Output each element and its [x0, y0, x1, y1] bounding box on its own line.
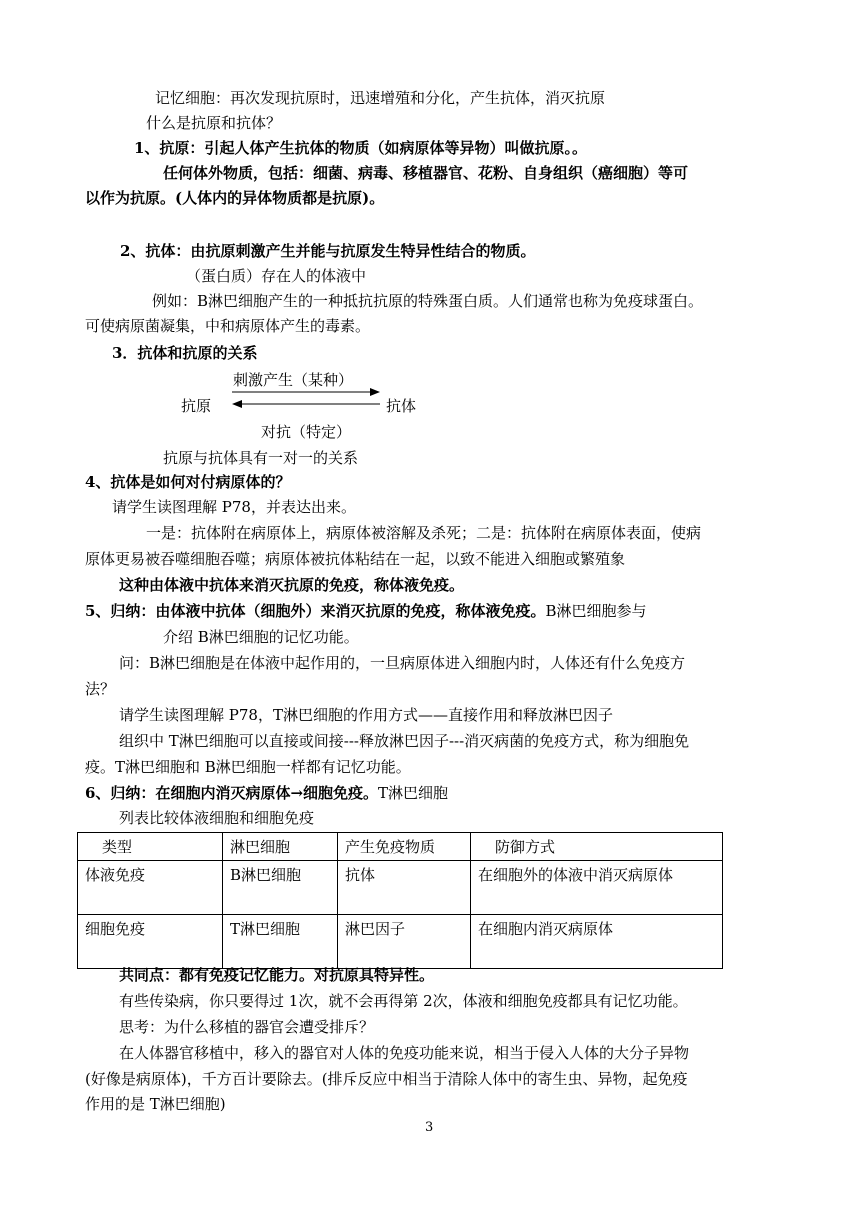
- antibody-example: 例如：B淋巴细胞产生的一种抵抗抗原的特殊蛋白质。人们通常也称为免疫球蛋白。: [152, 292, 704, 310]
- question-antigen-antibody: 什么是抗原和抗体？: [146, 114, 282, 132]
- summary-6-note: T淋巴细胞: [378, 784, 449, 802]
- cellular-line-1: 组织中 T淋巴细胞可以直接或间接---释放淋巴因子---消灭病菌的免疫方式，称为细胞免: [119, 732, 690, 750]
- mechanism-line-1: 一是：抗体附在病原体上，病原体被溶解及杀死；二是：抗体附在病原体表面，使病: [146, 524, 702, 542]
- table-cell: 在细胞外的体液中消灭病原体: [471, 861, 723, 915]
- relation-heading: 3．抗体和抗原的关系: [112, 344, 258, 362]
- antibody-example-cont: 可使病原菌凝集，中和病原体产生的毒素。: [85, 317, 371, 335]
- table-cell: 在细胞内消灭病原体: [471, 915, 723, 969]
- summary-5-note: B淋巴细胞参与: [545, 602, 647, 620]
- summary-5-bold: 5、归纳：由体液中抗体（细胞外）来消灭抗原的免疫，称体液免疫。: [85, 602, 546, 620]
- arrowhead-right: [370, 388, 380, 396]
- table-cell: T淋巴细胞: [223, 915, 338, 969]
- humoral-definition: 这种由体液中抗体来消灭抗原的免疫，称体液免疫。: [119, 576, 465, 594]
- transplant-line-2: (好像是病原体)，千方百计要除去。(排斥反应中相当于清除人体中的寄生虫、异物，起免疫: [85, 1070, 688, 1088]
- antibody-protein: （蛋白质）存在人的体液中: [186, 267, 367, 285]
- table-caption: 列表比较体液细胞和细胞免疫: [119, 809, 315, 827]
- one-to-one-line: 抗原与抗体具有一对一的关系: [163, 449, 359, 467]
- table-cell: 细胞免疫: [78, 915, 223, 969]
- antigen-heading: 1、抗原：引起人体产生抗体的物质（如病原体等异物）叫做抗原。。: [134, 139, 587, 157]
- memory-cell-line: 记忆细胞：再次发现抗原时，迅速增殖和分化，产生抗体，消灭抗原: [155, 89, 606, 107]
- mechanism-line-2: 原体更易被吞噬细胞吞噬；病原体被抗体粘结在一起，以致不能进入细胞或繁殖象: [85, 550, 626, 568]
- transplant-line-1: 在人体器官移植中，移入的器官对人体的免疫功能来说，相当于侵入人体的大分子异物: [119, 1044, 690, 1062]
- table-cell: 抗体: [338, 861, 471, 915]
- comparison-table: [77, 832, 723, 969]
- transplant-line-3: 作用的是 T淋巴细胞): [85, 1095, 226, 1113]
- table-header-cell: 防御方式: [471, 833, 723, 861]
- how-antibody-heading: 4、抗体是如何对付病原体的？: [85, 473, 291, 491]
- table-row: [78, 861, 723, 915]
- table-cell: 淋巴因子: [338, 915, 471, 969]
- antigen-detail: 任何体外物质，包括：细菌、病毒、移植器官、花粉、自身组织（癌细胞）等可: [163, 164, 689, 182]
- diagram-antigen: 抗原: [181, 397, 212, 415]
- arrowhead-left: [232, 400, 242, 408]
- question-line-1: 问：B淋巴细胞是在体液中起作用的，一旦病原体进入细胞内时，人体还有什么免疫方: [119, 654, 686, 672]
- table-header-row: [78, 833, 723, 861]
- think-question: 思考：为什么移植的器官会遭受排斥？: [119, 1018, 375, 1036]
- table-header-cell: 类型: [78, 833, 223, 861]
- summary-6: [85, 783, 448, 803]
- memory-intro-line: 介绍 B淋巴细胞的记忆功能。: [163, 628, 359, 646]
- table-cell: 体液免疫: [78, 861, 223, 915]
- page-number: 3: [425, 1120, 434, 1135]
- cellular-line-2: 疫。T淋巴细胞和 B淋巴细胞一样都有记忆功能。: [85, 758, 411, 776]
- common-points: 共同点：都有免疫记忆能力。对抗原具特异性。: [119, 966, 435, 984]
- table-header-cell: 淋巴细胞: [223, 833, 338, 861]
- read-figure-line: 请学生读图理解 P78，并表达出来。: [112, 498, 356, 516]
- memory-function-line: 有些传染病，你只要得过 1次，就不会再得第 2次，体液和细胞免疫都具有记忆功能。: [119, 992, 688, 1010]
- antibody-heading: 2、抗体：由抗原刺激产生并能与抗原发生特异性结合的物质。: [120, 242, 536, 260]
- table-row: [78, 915, 723, 969]
- t-cell-figure-line: 请学生读图理解 P78，T淋巴细胞的作用方式——直接作用和释放淋巴因子: [119, 706, 613, 724]
- summary-5: [85, 601, 646, 621]
- diagram-bottom-label: 对抗（特定）: [261, 423, 352, 441]
- table-cell: B淋巴细胞: [223, 861, 338, 915]
- antigen-detail-cont: 以作为抗原。(人体内的异体物质都是抗原)。: [85, 189, 385, 207]
- question-line-2: 法？: [85, 680, 116, 698]
- diagram-antibody: 抗体: [386, 397, 417, 415]
- diagram-arrows: [228, 386, 384, 408]
- diagram-top-label: 刺激产生（某种）: [233, 371, 354, 389]
- table-header-cell: 产生免疫物质: [338, 833, 471, 861]
- summary-6-bold: 6、归纳：在细胞内消灭病原体→细胞免疫。: [85, 784, 379, 802]
